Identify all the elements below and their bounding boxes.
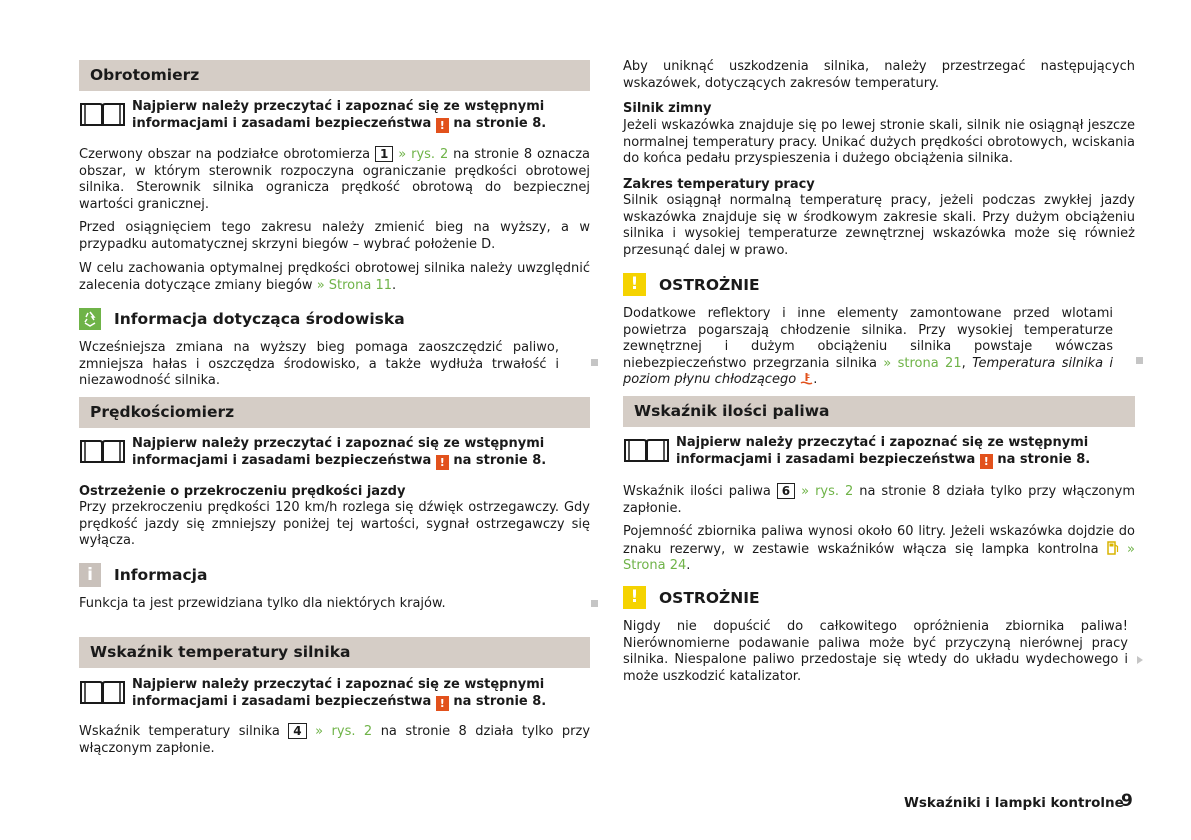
section-end-marker bbox=[591, 600, 598, 607]
section-heading-paliwo: Wskaźnik ilości paliwa bbox=[623, 396, 1135, 427]
text: Wskaźnik ilości paliwa bbox=[623, 484, 771, 499]
warning-icon: ! bbox=[436, 696, 449, 711]
book-icon bbox=[79, 679, 126, 705]
paragraph bbox=[623, 524, 1135, 575]
text: . bbox=[686, 558, 691, 573]
subheading: Zakres temperatury pracy bbox=[623, 177, 815, 192]
book-icon bbox=[623, 437, 670, 463]
section-end-marker bbox=[1136, 357, 1143, 364]
text: Czerwony obszar na podziałce obrotomierza bbox=[79, 147, 371, 162]
paragraph bbox=[79, 723, 590, 757]
fuel-warning-icon bbox=[1107, 541, 1119, 555]
environment-icon bbox=[79, 308, 101, 330]
figure-callout: 6 bbox=[777, 483, 795, 499]
page-number: 9 bbox=[1121, 791, 1133, 811]
paragraph: Wcześniejsza zmiana na wyższy bieg pomaga zaoszczędzić paliwo, zmniejsza hałas i oszczędza środowisko, a także wydłuża trwałość i niezawodność silnika. bbox=[79, 340, 559, 388]
warning-icon: ! bbox=[436, 455, 449, 470]
safety-note-text bbox=[132, 99, 590, 133]
safety-note-link[interactable]: na stronie 8. bbox=[453, 115, 547, 131]
safety-note-text bbox=[132, 677, 590, 711]
paragraph bbox=[623, 306, 1113, 389]
paragraph: Jeżeli wskazówka znajduje się po lewej stronie skali, silnik nie osiągnął jeszcze normalnej temperatury pracy. Unikać dużych prędkości obrotowych, wciskania do końca pedału przyspieszenia i dużego obciążenia silnika. bbox=[623, 118, 1135, 166]
figure-callout: 4 bbox=[288, 723, 306, 739]
info-heading bbox=[79, 563, 590, 587]
safety-note bbox=[79, 436, 590, 470]
paragraph: Przed osiągnięciem tego zakresu należy zmienić bieg na wyższy, a w przypadku automatycznej skrzyni biegów – wybrać położenie D. bbox=[79, 220, 590, 252]
warning-icon: ! bbox=[436, 118, 449, 133]
safety-note bbox=[623, 435, 1135, 469]
paragraph: Przy przekroczeniu prędkości 120 km/h rozlega się dźwięk ostrzegawczy. Gdy prędkość jazdy się zmniejszy poniżej tej wartości, sygnał ostrzegawczy się wyłącza. bbox=[79, 500, 590, 548]
text: W celu zachowania optymalnej prędkości obrotowej silnika należy uwzględnić zalecenia dotyczące zmiany biegów bbox=[79, 261, 590, 293]
paragraph: Aby uniknąć uszkodzenia silnika, należy przestrzegać następujących wskazówek, dotyczących zakresów temperatury. bbox=[623, 59, 1135, 91]
text: , bbox=[961, 355, 966, 371]
book-icon bbox=[79, 101, 126, 127]
paragraph: Nigdy nie dopuścić do całkowitego opróżnienia zbiornika paliwa! Nierównomierne podawanie paliwa może być przyczyną nierównej pracy silnika. Niespalone paliwo przedostaje się wtedy do układu wydechowego i może uszkodzić katalizator. bbox=[623, 619, 1128, 684]
caution-heading bbox=[623, 273, 1135, 296]
subheading: Ostrzeżenie o przekroczeniu prędkości jazdy bbox=[79, 484, 406, 499]
text: Dodatkowe reflektory i inne elementy zamontowane przed wlotami powietrza pogarszają chłodzenie silnika. Przy wysokiej temperaturze zewnętrznej i dużym obciążeniu silnika powstaje wówczas niebezpieczeństwo przegrzania silnika bbox=[623, 306, 1113, 371]
page-link[interactable]: » Strona 11 bbox=[316, 277, 393, 293]
page-link[interactable]: » strona 21 bbox=[883, 355, 962, 371]
cross-reference-title: Temperatura silnika i poziom płynu chłodzącego bbox=[623, 355, 1114, 387]
safety-note-link[interactable]: na stronie 8. bbox=[453, 693, 547, 709]
paragraph bbox=[623, 483, 1135, 517]
continue-arrow-icon bbox=[1137, 656, 1143, 664]
safety-note-text-a: Najpierw należy przeczytać i zapoznać się ze wstępnymi informacjami i zasadami bezpieczeństwa bbox=[132, 436, 545, 468]
caution-title: OSTROŻNIE bbox=[659, 588, 760, 607]
section-heading-obrotomierz: Obrotomierz bbox=[79, 60, 590, 91]
paragraph: Funkcja ta jest przewidziana tylko dla niektórych krajów. bbox=[79, 596, 446, 611]
caution-icon: ! bbox=[623, 586, 646, 609]
info-icon: i bbox=[79, 563, 101, 587]
caution-icon: ! bbox=[623, 273, 646, 296]
paragraph bbox=[79, 261, 590, 294]
text: Wskaźnik temperatury silnika bbox=[79, 724, 280, 739]
warning-icon: ! bbox=[980, 454, 993, 469]
text: . bbox=[392, 277, 397, 293]
text: na stronie 8 działa tylko przy włączonym zapłonie. bbox=[79, 724, 591, 756]
figure-link[interactable]: » rys. 2 bbox=[398, 147, 449, 162]
figure-callout: 1 bbox=[375, 146, 393, 162]
safety-note bbox=[79, 677, 590, 711]
safety-note-link[interactable]: na stronie 8. bbox=[453, 452, 547, 468]
safety-note-text-a: Najpierw należy przeczytać i zapoznać się ze wstępnymi informacjami i zasadami bezpieczeństwa bbox=[132, 99, 545, 131]
safety-note-text-a: Najpierw należy przeczytać i zapoznać się ze wstępnymi informacjami i zasadami bezpieczeństwa bbox=[676, 435, 1089, 467]
environment-heading bbox=[79, 308, 590, 330]
paragraph bbox=[79, 146, 590, 213]
section-heading-temperatura: Wskaźnik temperatury silnika bbox=[79, 637, 590, 668]
text: . bbox=[813, 372, 818, 387]
figure-link[interactable]: » rys. 2 bbox=[315, 724, 373, 739]
caution-heading bbox=[623, 586, 1135, 609]
coolant-temperature-icon bbox=[800, 372, 813, 385]
paragraph: Silnik osiągnął normalną temperaturę pracy, jeżeli podczas zwykłej jazdy wskazówka znajduje się w środkowym zakresie skali. Przy dużym obciążeniu silnika i wysokiej temperaturze zewnętrznej wskazówka może się również przesunąć dalej w prawo. bbox=[623, 193, 1135, 258]
environment-title: Informacja dotycząca środowiska bbox=[114, 310, 405, 328]
page-link[interactable]: » Strona 24 bbox=[623, 541, 1135, 573]
info-title: Informacja bbox=[114, 566, 208, 584]
book-icon bbox=[79, 438, 126, 464]
text: na stronie 8 działa tylko przy włączonym zapłonie. bbox=[623, 484, 1135, 516]
safety-note-text-a: Najpierw należy przeczytać i zapoznać się ze wstępnymi informacjami i zasadami bezpieczeństwa bbox=[132, 677, 545, 709]
subheading: Silnik zimny bbox=[623, 101, 712, 116]
caution-title: OSTROŻNIE bbox=[659, 275, 760, 294]
safety-note-text bbox=[132, 436, 590, 470]
text: na stronie 8 oznacza obszar, w którym sterownik rozpoczyna ograniczanie prędkości obrotowej silnika. Sterownik silnika ogranicza prędkość obrotową do bezpiecznej wartości granicznej. bbox=[79, 147, 590, 212]
safety-note-text bbox=[676, 435, 1135, 469]
safety-note bbox=[79, 99, 590, 133]
footer-chapter-title: Wskaźniki i lampki kontrolne bbox=[904, 795, 1124, 811]
safety-note-link[interactable]: na stronie 8. bbox=[997, 451, 1091, 467]
section-end-marker bbox=[591, 359, 598, 366]
section-heading-predkosciomierz: Prędkościomierz bbox=[79, 397, 590, 428]
figure-link[interactable]: » rys. 2 bbox=[801, 484, 854, 499]
text: Pojemność zbiornika paliwa wynosi około 60 litry. Jeżeli wskazówka dojdzie do znaku rezerwy, w zestawie wskaźników włącza się lampka kontrolna bbox=[623, 524, 1135, 557]
